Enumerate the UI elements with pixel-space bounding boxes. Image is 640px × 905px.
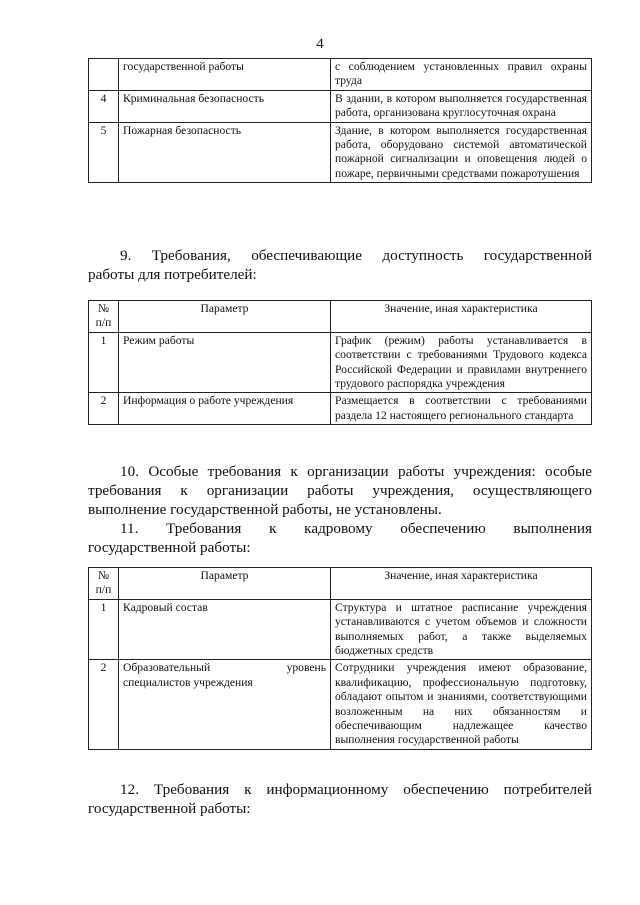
row-number: 4 <box>89 90 119 122</box>
section-10-text <box>88 462 592 519</box>
parameter-cell <box>119 660 331 749</box>
section-11-heading <box>88 519 592 557</box>
parameter-cell: Криминальная безопасность <box>119 90 331 122</box>
column-header-value: Значение, иная характеристика <box>331 568 592 600</box>
parameter-cell: Информация о работе учреждения <box>119 393 331 425</box>
value-cell: Структура и штатное расписание учреждения устанавливаются с учетом объемов и сложности выполняемых работ, а также выделяемых бюджетных средств <box>331 599 592 660</box>
section-12-line: государственной работы: <box>88 800 251 817</box>
staffing-table <box>88 567 592 750</box>
parameter-line: специалистов учреждения <box>123 675 253 689</box>
table-row <box>89 59 592 91</box>
row-number <box>89 59 119 91</box>
table-header-row <box>89 568 592 600</box>
value-cell: Размещается в соответствии с требованиями раздела 12 настоящего регионального стандарта <box>331 393 592 425</box>
page-number: 4 <box>316 36 324 52</box>
safety-requirements-table <box>88 58 592 183</box>
parameter-word: уровень <box>286 661 326 675</box>
accessibility-table <box>88 300 592 425</box>
section-11-line: 11. Требования к кадровому обеспечению выполнения <box>120 520 592 537</box>
value-cell: Здание, в котором выполняется государственная работа, оборудовано системой автоматической пожарной сигнализации и оповещения людей о пожаре, первичными средствами пожаротушения <box>331 122 592 183</box>
section-9-heading <box>88 246 592 284</box>
value-cell: График (режим) работы устанавливается в соответствии с требованиями Трудового кодекса Российской Федерации и правилами внутреннего трудового распорядка учреждения <box>331 332 592 393</box>
column-header-parameter: Параметр <box>119 568 331 600</box>
table-row <box>89 393 592 425</box>
parameter-cell: государственной работы <box>119 59 331 91</box>
table-row <box>89 332 592 393</box>
section-12-line: 12. Требования к информационному обеспечению потребителей <box>120 781 592 798</box>
section-11-line: государственной работы: <box>88 539 251 556</box>
section-9-line: работы для потребителей: <box>88 266 257 283</box>
value-cell: с соблюдением установленных правил охраны труда <box>331 59 592 91</box>
row-number: 1 <box>89 599 119 660</box>
table-row <box>89 660 592 749</box>
section-10-line: требования к организации работы учреждения, осуществляющего <box>88 482 592 499</box>
table-row <box>89 599 592 660</box>
table-header-row <box>89 301 592 333</box>
row-number: 1 <box>89 332 119 393</box>
column-header-parameter: Параметр <box>119 301 331 333</box>
row-number: 5 <box>89 122 119 183</box>
parameter-cell: Кадровый состав <box>119 599 331 660</box>
parameter-word: Образовательный <box>123 661 211 675</box>
section-12-heading <box>88 780 592 818</box>
column-header-value: Значение, иная характеристика <box>331 301 592 333</box>
row-number: 2 <box>89 393 119 425</box>
parameter-cell: Режим работы <box>119 332 331 393</box>
row-number: 2 <box>89 660 119 749</box>
column-header-number: № п/п <box>89 568 119 600</box>
column-header-number: № п/п <box>89 301 119 333</box>
table-row <box>89 90 592 122</box>
value-cell: Сотрудники учреждения имеют образование, квалификацию, профессиональную подготовку, обладают опытом и знаниями, соответствующими возложенным на них обязанностям и обеспечивающим надлежащее качество выполнения государственной работы <box>331 660 592 749</box>
value-cell: В здании, в котором выполняется государственная работа, организована круглосуточная охрана <box>331 90 592 122</box>
parameter-cell: Пожарная безопасность <box>119 122 331 183</box>
section-9-line: 9. Требования, обеспечивающие доступность государственной <box>120 247 592 264</box>
section-10-line: 10. Особые требования к организации работы учреждения: особые <box>120 463 592 480</box>
section-10-line: выполнение государственной работы, не установлены. <box>88 501 442 518</box>
table-row <box>89 122 592 183</box>
